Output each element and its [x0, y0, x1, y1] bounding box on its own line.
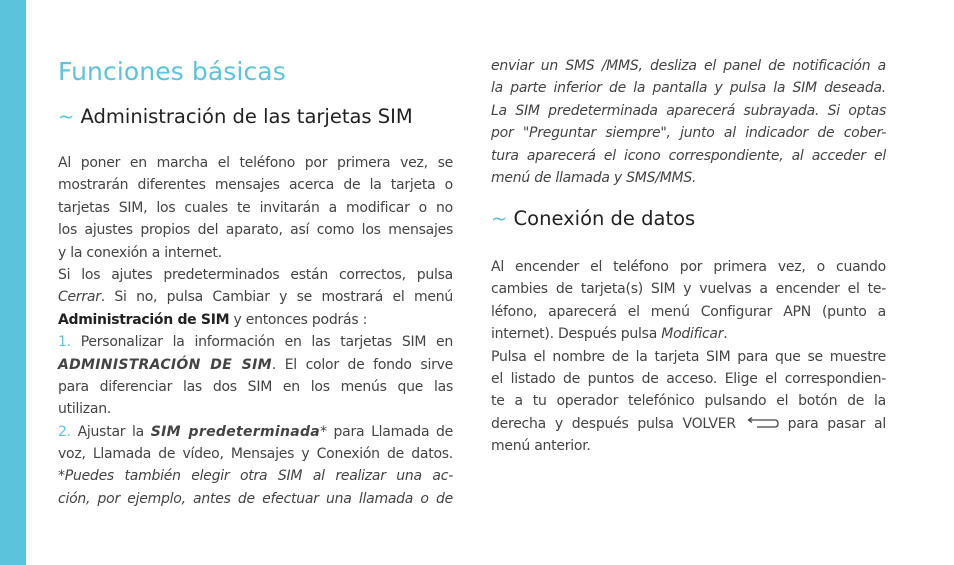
text-fragment: derecha y después pulsa VOLVER: [491, 415, 745, 432]
text-line: utilizan.: [58, 401, 112, 418]
text-line: [58, 354, 453, 376]
back-arrow-icon: [745, 417, 779, 429]
text-line: [58, 309, 453, 331]
text-line: la parte inferior de la pantalla y pulsa la SIM deseada.: [491, 80, 886, 97]
cerrar-label: Cerrar: [58, 289, 101, 306]
text-line: menú de llamada y SMS/MMS.: [491, 169, 697, 186]
text-line: tarjetas SIM, los cuales te invitarán a modificar o no: [58, 199, 453, 216]
text-fragment: internet). Después pulsa: [491, 326, 662, 343]
text-fragment: y entonces podrás :: [229, 311, 368, 328]
section-title-data: [491, 207, 695, 230]
text-line: [491, 413, 886, 435]
text-line: [491, 323, 886, 345]
text-fragment: . El color de fondo sirve: [271, 356, 453, 373]
text-line: los ajustes propios del aparato, así como los mensajes: [58, 222, 453, 239]
text-line: La SIM predeterminada aparecerá subrayada. Si optas: [491, 102, 886, 119]
tilde-mark: ~: [58, 105, 75, 128]
text-line: Al encender el teléfono por primera vez, o cuando: [491, 259, 886, 275]
text-line: tura aparecerá el icono correspondiente, al acceder el: [491, 147, 886, 164]
text-fragment: para pasar al: [778, 415, 886, 432]
sim-body-text: [58, 152, 453, 510]
list-number: 2.: [58, 423, 71, 440]
text-fragment: .: [723, 326, 728, 343]
text-fragment: * para Llamada de: [320, 423, 454, 440]
menu-name-admin-sim: Administración de SIM: [58, 311, 230, 328]
text-line: por "Preguntar siempre", junto al indicador de cober-: [491, 125, 886, 142]
text-line: Al poner en marcha el teléfono por primera vez, se: [58, 155, 453, 171]
text-line: enviar un SMS /MMS, desliza el panel de notificación a: [491, 58, 886, 74]
section-title-sim-text: Administración de las tarjetas SIM: [80, 105, 413, 128]
text-line: ción, por ejemplo, antes de efectuar una llamada o de: [58, 490, 453, 507]
text-line: voz, Llamada de vídeo, Mensajes y Conexión de datos.: [58, 446, 453, 463]
list-number: 1.: [58, 334, 71, 351]
text-line: mostrarán diferentes mensajes acerca de la tarjeta o: [58, 177, 453, 194]
list-item-2: [58, 421, 453, 443]
list-item-1: [58, 331, 453, 353]
tilde-mark: ~: [491, 207, 508, 230]
text-line: Si los ajutes predeterminados están correctos, pulsa: [58, 266, 453, 283]
section-title-data-text: Conexión de datos: [513, 207, 696, 230]
text-line: cambies de tarjeta(s) SIM y vuelvas a encender el te-: [491, 281, 886, 298]
text-line: [58, 286, 453, 308]
sim-predeterminada-term: SIM predeterminada: [150, 423, 321, 440]
text-line: Pulsa el nombre de la tarjeta SIM para que se muestre: [491, 348, 886, 365]
modificar-label: Modificar: [661, 326, 724, 343]
sim-note-continued: [491, 55, 886, 189]
text-line: menú anterior.: [491, 438, 591, 455]
text-line: el listado de puntos de acceso. Elige el correspondien-: [491, 370, 886, 387]
text-fragment: Ajustar la: [70, 423, 151, 440]
text-line: para diferenciar las dos SIM en los menús que las: [58, 378, 453, 395]
data-body-text: [491, 256, 886, 458]
admin-sim-term: ADMINISTRACIÓN DE SIM: [58, 356, 272, 373]
side-accent-bar: [0, 0, 26, 565]
text-line: *Puedes también elegir otra SIM al realizar una ac-: [58, 468, 453, 485]
text-line: y la conexión a internet.: [58, 244, 222, 261]
text-fragment: Personalizar la información en las tarjetas SIM en: [70, 334, 453, 351]
text-line: te a tu operador telefónico pulsando el botón de la: [491, 393, 886, 410]
page-title: Funciones básicas: [58, 57, 286, 86]
section-title-sim: [58, 105, 413, 128]
text-fragment: . Si no, pulsa Cambiar y se mostrará el menú: [100, 289, 453, 306]
text-line: léfono, aparecerá el menú Configurar APN (punto a: [491, 303, 886, 320]
